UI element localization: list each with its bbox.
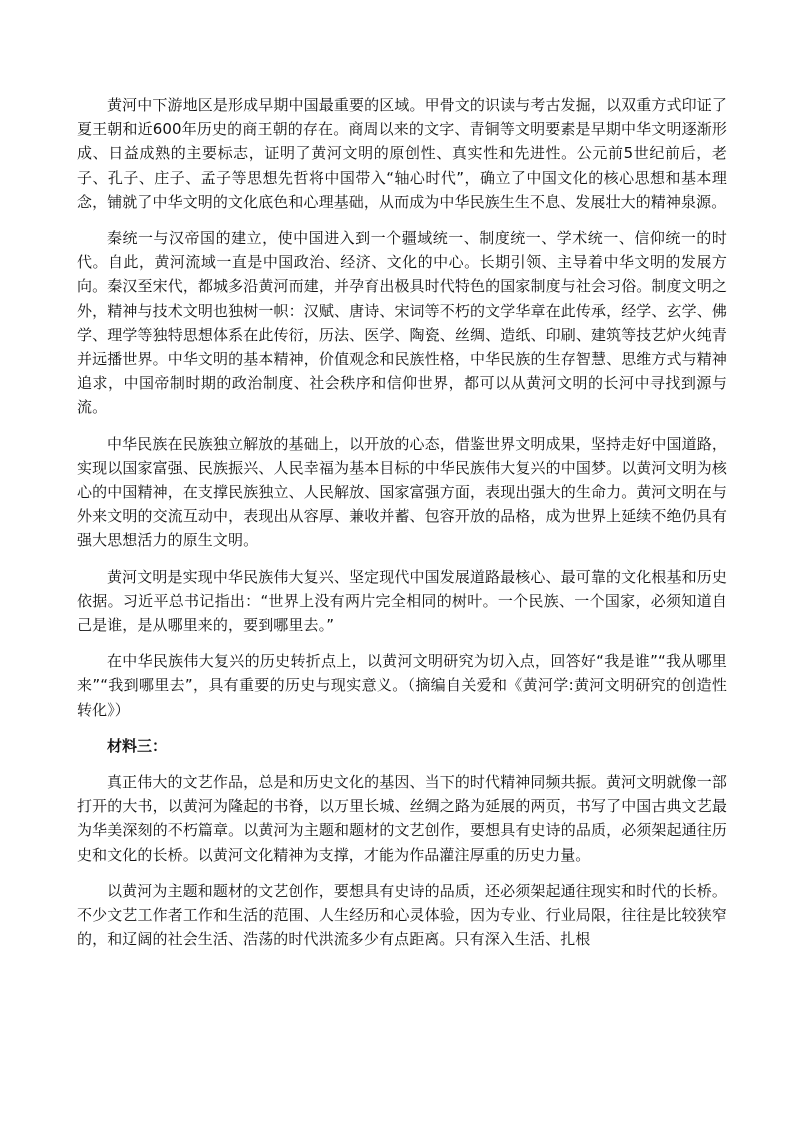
paragraph-2: 秦统一与汉帝国的建立，使中国进入到一个疆域统一、制度统一、学术统一、信仰统一的时代。自此，黄河流域一直是中国政治、经济、文化的中心。长期引领、主导着中华文明的发展方向。秦汉至宋代，都城多沿黄河而建，并孕育出极具时代特色的国家制度与社会习俗。制度文明之外，精神与技术文明也独树一帜：汉赋、唐诗、宋词等不朽的文学华章在此传承，经学、玄学、佛学、理学等独特思想体系在此传衍，历法、医学、陶瓷、丝绸、造纸、印刷、建筑等技艺炉火纯青并远播世界。中华文明的基本精神，价值观念和民族性格，中华民族的生存智慧、思维方式与精神追求，中国帝制时期的政治制度、社会秩序和信仰世界，都可以从黄河文明的长河中寻找到源与流。 — [77, 229, 727, 417]
paragraph-4: 黄河文明是实现中华民族伟大复兴、坚定现代中国发展道路最核心、最可靠的文化根基和历史依据。习近平总书记指出：“世界上没有两片完全相同的树叶。一个民族、一个国家，必须知道自己是谁，是从哪里来的，要到哪里去。” — [77, 567, 727, 635]
paragraph-5: 在中华民族伟大复兴的历史转折点上，以黄河文明研究为切入点，回答好“我是谁”“我从哪里来”“我到哪里去”，具有重要的历史与现实意义。（摘编自关爱和《黄河学:黄河文明研究的创造性转化》） — [77, 652, 727, 719]
paragraph-3: 中华民族在民族独立解放的基础上，以开放的心态，借鉴世界文明成果，坚持走好中国道路，实现以国家富强、民族振兴、人民幸福为基本目标的中华民族伟大复兴的中国梦。以黄河文明为核心的中国精神，在支撑民族独立、人民解放、国家富强方面，表现出强大的生命力。黄河文明在与外来文明的交流互动中，表现出从容厚、兼收并蓄、包容开放的品格，成为世界上延续不绝仍具有强大思想活力的原生文明。 — [77, 434, 727, 550]
section-heading: 材料三： — [107, 736, 168, 755]
section-paragraph-2: 以黄河为主题和题材的文艺创作，要想具有史诗的品质，还必须架起通往现实和时代的长桥。不少文艺工作者工作和生活的范围、人生经历和心灵体验，因为专业、行业局限，往往是比较狭窄的，和辽阔的社会生活、浩荡的时代洪流多少有点距离。只有深入生活、扎根 — [77, 881, 727, 949]
paragraph-1: 黄河中下游地区是形成早期中国最重要的区域。甲骨文的识读与考古发掘，以双重方式印证了夏王朝和近600年历史的商王朝的存在。商周以来的文字、青铜等文明要素是早期中华文明逐渐形成、日益成熟的主要标志，证明了黄河文明的原创性、真实性和先进性。公元前5世纪前后，老子、孔子、庄子、孟子等思想先哲将中国带入“轴心时代”，确立了中国文化的核心思想和基本理念，铺就了中华文明的文化底色和心理基础，从而成为中华民族生生不息、发展壮大的精神泉源。 — [77, 96, 727, 211]
document-body — [77, 93, 727, 952]
section-paragraph-1: 真正伟大的文艺作品，总是和历史文化的基因、当下的时代精神同频共振。黄河文明就像一部打开的大书，以黄河为隆起的书脊，以万里长城、丝绸之路为延展的两页，书写了中国古典文艺最为华美深刻的不朽篇章。以黄河为主题和题材的文艺创作，要想具有史诗的品质，必须架起通往历史和文化的长桥。以黄河文化精神为支撑，才能为作品灌注厚重的历史力量。 — [77, 773, 727, 864]
